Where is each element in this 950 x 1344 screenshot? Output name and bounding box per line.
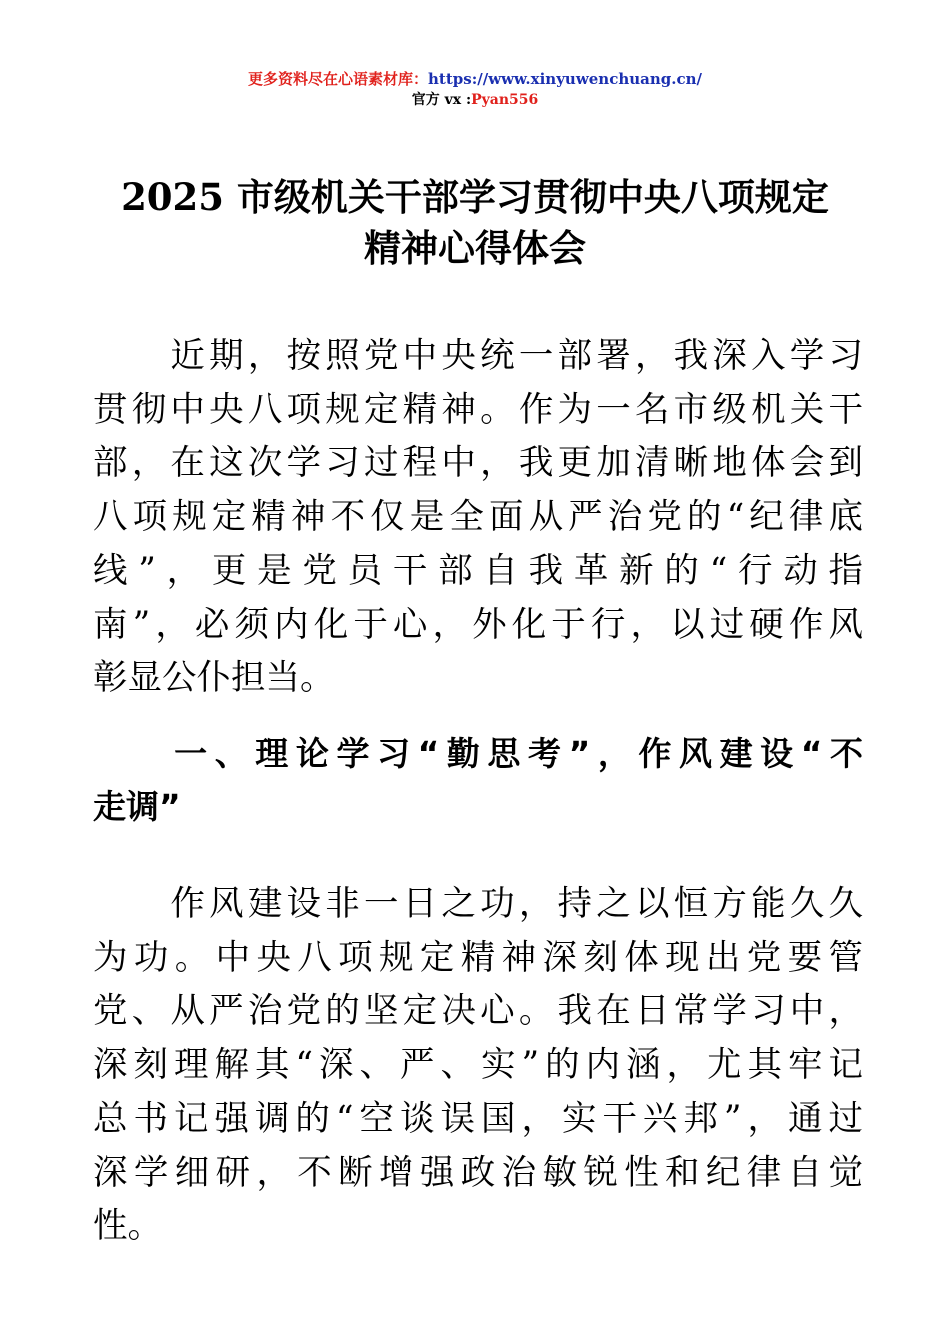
text-line: 南”，必须内化于心，外化于行，以过硬作风 (93, 604, 863, 645)
vx-label: 官方 vx : (411, 92, 472, 108)
intro-paragraph (93, 330, 863, 706)
section-1-paragraph (93, 878, 863, 1254)
section-heading-1 (93, 727, 863, 833)
title-line: 2025 市级机关干部学习贯彻中央八项规定 (121, 175, 829, 219)
text-line: 深刻理解其“深、严、实”的内涵，尤其牢记 (93, 1045, 863, 1086)
vx-id: Pyan556 (471, 92, 539, 108)
heading-line: 走调” (93, 787, 181, 826)
banner-prefix: 更多资料尽在心语素材库： (248, 70, 429, 88)
text-line: 总书记强调的“空谈误国，实干兴邦”，通过 (93, 1098, 863, 1139)
text-line: 作风建设非一日之功，持之以恒方能久久 (93, 884, 863, 924)
text-line: 线”，更是党员干部自我革新的“行动指 (93, 550, 863, 591)
heading-line: 一、理论学习“勤思考”，作风建设“不 (93, 734, 863, 773)
text-line: 彰显公仆担当。 (93, 658, 335, 699)
text-line: 近期，按照党中央统一部署，我深入学习 (93, 336, 863, 376)
text-line: 贯彻中央八项规定精神。作为一名市级机关干 (93, 389, 863, 430)
text-line: 党、从严治党的坚定决心。我在日常学习中， (93, 991, 863, 1032)
text-line: 为功。中央八项规定精神深刻体现出党要管 (93, 937, 863, 978)
title-line: 精神心得体会 (364, 226, 586, 270)
text-line: 八项规定精神不仅是全面从严治党的“纪律底 (93, 497, 863, 538)
text-line: 部，在这次学习过程中，我更加清晰地体会到 (93, 443, 863, 484)
document-title (60, 172, 890, 274)
text-line: 性。 (93, 1206, 162, 1247)
promo-banner (0, 69, 950, 89)
banner-url-link[interactable]: https://www.xinyuwenchuang.cn/ (428, 70, 702, 88)
contact-line (0, 91, 950, 109)
text-line: 深学细研，不断增强政治敏锐性和纪律自觉 (93, 1152, 863, 1193)
